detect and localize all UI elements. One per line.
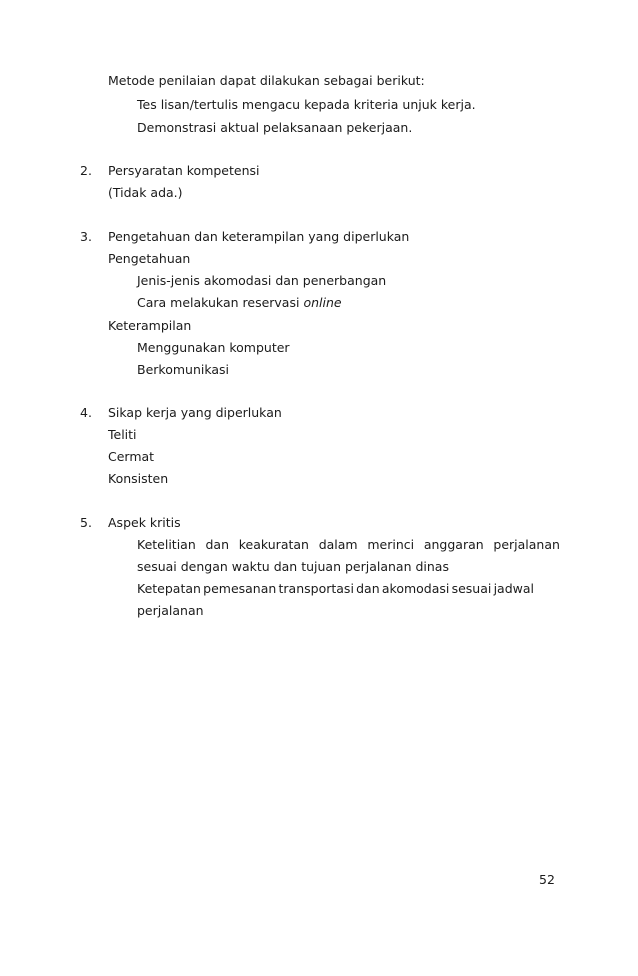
word: dan bbox=[356, 581, 380, 596]
word: sesuai bbox=[451, 581, 492, 596]
word: jadwal bbox=[493, 581, 534, 596]
knowledge-item-italic: online bbox=[303, 295, 342, 310]
word: akomodasi bbox=[381, 581, 450, 596]
assessment-intro: Metode penilaian dapat dilakukan sebagai berikut: bbox=[108, 73, 425, 88]
word: perjalanan bbox=[493, 537, 560, 552]
section-3-number: 3. bbox=[80, 229, 92, 244]
section-2-title: Persyaratan kompetensi bbox=[108, 163, 260, 178]
word: Ketelitian bbox=[137, 537, 196, 552]
critical-item-2-line-2: perjalanan bbox=[137, 603, 204, 618]
word: dan bbox=[205, 537, 230, 552]
section-3-title: Pengetahuan dan keterampilan yang diperlukan bbox=[108, 229, 410, 244]
justified-line bbox=[137, 581, 534, 597]
page-number: 52 bbox=[539, 872, 555, 887]
justified-line bbox=[137, 537, 560, 553]
knowledge-item-text: Cara melakukan reservasi bbox=[137, 295, 304, 310]
critical-item-1 bbox=[137, 537, 560, 575]
word: Ketepatan bbox=[137, 581, 201, 596]
knowledge-item bbox=[137, 295, 342, 311]
assessment-item: Demonstrasi aktual pelaksanaan pekerjaan. bbox=[137, 120, 413, 135]
word: pemesanan bbox=[203, 581, 277, 596]
attitude-item: Konsisten bbox=[108, 471, 169, 486]
attitude-item: Cermat bbox=[108, 449, 155, 464]
skills-item: Berkomunikasi bbox=[137, 362, 230, 377]
word: anggaran bbox=[423, 537, 484, 552]
word: keakuratan bbox=[238, 537, 309, 552]
critical-item-2 bbox=[137, 581, 560, 619]
section-5-title: Aspek kritis bbox=[108, 515, 181, 530]
section-2-body: (Tidak ada.) bbox=[108, 185, 183, 200]
section-2-number: 2. bbox=[80, 163, 92, 178]
attitude-item: Teliti bbox=[108, 427, 137, 442]
word: merinci bbox=[367, 537, 415, 552]
skills-heading: Keterampilan bbox=[108, 318, 192, 333]
section-4-number: 4. bbox=[80, 405, 92, 420]
skills-item: Menggunakan komputer bbox=[137, 340, 290, 355]
word: transportasi bbox=[278, 581, 354, 596]
knowledge-item: Jenis-jenis akomodasi dan penerbangan bbox=[137, 273, 387, 288]
critical-item-1-line-2: sesuai dengan waktu dan tujuan perjalanan dinas bbox=[137, 559, 449, 574]
word: dalam bbox=[318, 537, 358, 552]
section-5-number: 5. bbox=[80, 515, 92, 530]
knowledge-heading: Pengetahuan bbox=[108, 251, 191, 266]
assessment-item: Tes lisan/tertulis mengacu kepada kriteria unjuk kerja. bbox=[137, 97, 476, 112]
section-4-title: Sikap kerja yang diperlukan bbox=[108, 405, 282, 420]
